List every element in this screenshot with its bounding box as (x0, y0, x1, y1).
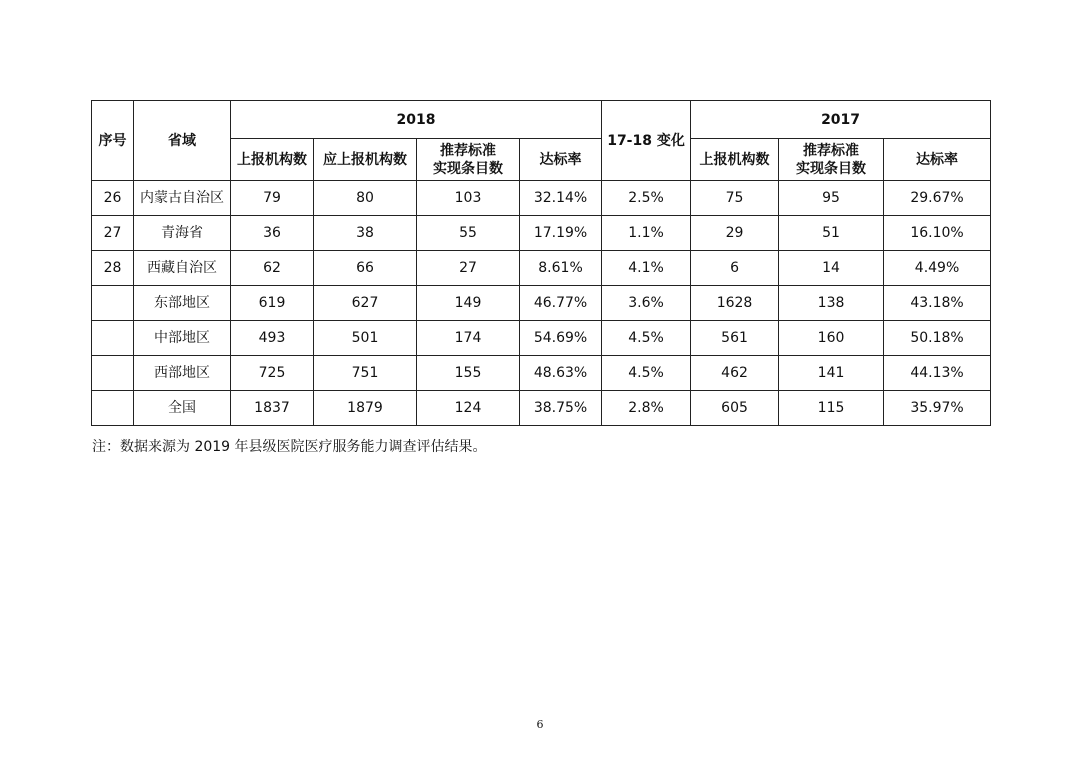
cell-seq: 28 (92, 251, 134, 286)
cell-province: 青海省 (134, 216, 231, 251)
cell-seq: 26 (92, 181, 134, 216)
data-table (91, 100, 991, 426)
cell-reported-2017: 462 (691, 356, 779, 391)
cell-reported-2018: 79 (231, 181, 314, 216)
cell-rate-2017: 50.18% (884, 321, 991, 356)
table-row (92, 356, 991, 391)
cell-recommended-2017: 138 (779, 286, 884, 321)
cell-seq (92, 286, 134, 321)
col-header-province: 省域 (134, 101, 231, 181)
cell-rate-2017: 35.97% (884, 391, 991, 426)
cell-recommended-2018: 55 (417, 216, 520, 251)
col-header-recommended-line1: 推荐标准 (803, 142, 860, 159)
cell-reported-2017: 75 (691, 181, 779, 216)
cell-change: 3.6% (602, 286, 691, 321)
cell-rate-2018: 32.14% (520, 181, 602, 216)
table-row (92, 286, 991, 321)
cell-recommended-2017: 14 (779, 251, 884, 286)
cell-province: 全国 (134, 391, 231, 426)
col-header-reported-2018: 上报机构数 (231, 139, 314, 181)
cell-reported-2017: 29 (691, 216, 779, 251)
cell-reported-2017: 605 (691, 391, 779, 426)
col-header-2018: 2018 (231, 101, 602, 139)
cell-rate-2017: 43.18% (884, 286, 991, 321)
cell-should-report-2018: 1879 (314, 391, 417, 426)
col-header-reported-2017: 上报机构数 (691, 139, 779, 181)
cell-reported-2018: 62 (231, 251, 314, 286)
col-header-2017: 2017 (691, 101, 991, 139)
col-header-rate-2017: 达标率 (884, 139, 991, 181)
table-row (92, 321, 991, 356)
table-footnote: 注：数据来源为 2019 年县级医院医疗服务能力调查评估结果。 (92, 439, 487, 455)
col-header-recommended-2018 (417, 139, 520, 181)
col-header-seq: 序号 (92, 101, 134, 181)
cell-reported-2017: 6 (691, 251, 779, 286)
col-header-recommended-line1: 推荐标准 (440, 142, 496, 159)
cell-rate-2018: 17.19% (520, 216, 602, 251)
col-header-recommended-2017 (779, 139, 884, 181)
col-header-recommended-line2: 实现条目数 (433, 160, 503, 177)
cell-province: 西藏自治区 (134, 251, 231, 286)
cell-rate-2017: 29.67% (884, 181, 991, 216)
col-header-should-report-2018: 应上报机构数 (314, 139, 417, 181)
cell-recommended-2018: 149 (417, 286, 520, 321)
header-row-1 (92, 101, 991, 139)
cell-recommended-2017: 95 (779, 181, 884, 216)
cell-province: 西部地区 (134, 356, 231, 391)
cell-reported-2018: 725 (231, 356, 314, 391)
cell-seq (92, 391, 134, 426)
cell-province: 内蒙古自治区 (134, 181, 231, 216)
cell-should-report-2018: 627 (314, 286, 417, 321)
cell-rate-2017: 4.49% (884, 251, 991, 286)
cell-should-report-2018: 501 (314, 321, 417, 356)
cell-change: 2.5% (602, 181, 691, 216)
cell-seq: 27 (92, 216, 134, 251)
cell-rate-2018: 46.77% (520, 286, 602, 321)
cell-should-report-2018: 751 (314, 356, 417, 391)
cell-recommended-2018: 174 (417, 321, 520, 356)
cell-reported-2018: 1837 (231, 391, 314, 426)
table-row (92, 216, 991, 251)
cell-reported-2017: 561 (691, 321, 779, 356)
cell-change: 4.5% (602, 356, 691, 391)
cell-rate-2017: 44.13% (884, 356, 991, 391)
cell-should-report-2018: 66 (314, 251, 417, 286)
cell-recommended-2018: 27 (417, 251, 520, 286)
cell-reported-2018: 493 (231, 321, 314, 356)
cell-recommended-2017: 115 (779, 391, 884, 426)
page-number: 6 (536, 718, 544, 731)
cell-recommended-2017: 141 (779, 356, 884, 391)
cell-change: 4.1% (602, 251, 691, 286)
cell-seq (92, 356, 134, 391)
cell-change: 2.8% (602, 391, 691, 426)
cell-should-report-2018: 38 (314, 216, 417, 251)
col-header-recommended-line2: 实现条目数 (796, 160, 867, 177)
table-row (92, 251, 991, 286)
cell-rate-2018: 48.63% (520, 356, 602, 391)
col-header-change: 17-18 变化 (602, 101, 691, 181)
table-row (92, 181, 991, 216)
cell-rate-2018: 8.61% (520, 251, 602, 286)
cell-change: 1.1% (602, 216, 691, 251)
cell-should-report-2018: 80 (314, 181, 417, 216)
cell-seq (92, 321, 134, 356)
cell-rate-2017: 16.10% (884, 216, 991, 251)
cell-recommended-2018: 124 (417, 391, 520, 426)
cell-province: 东部地区 (134, 286, 231, 321)
cell-rate-2018: 38.75% (520, 391, 602, 426)
cell-province: 中部地区 (134, 321, 231, 356)
cell-reported-2018: 36 (231, 216, 314, 251)
cell-reported-2017: 1628 (691, 286, 779, 321)
cell-rate-2018: 54.69% (520, 321, 602, 356)
cell-change: 4.5% (602, 321, 691, 356)
cell-recommended-2017: 51 (779, 216, 884, 251)
table-row (92, 391, 991, 426)
cell-reported-2018: 619 (231, 286, 314, 321)
cell-recommended-2017: 160 (779, 321, 884, 356)
cell-recommended-2018: 155 (417, 356, 520, 391)
cell-recommended-2018: 103 (417, 181, 520, 216)
col-header-rate-2018: 达标率 (520, 139, 602, 181)
